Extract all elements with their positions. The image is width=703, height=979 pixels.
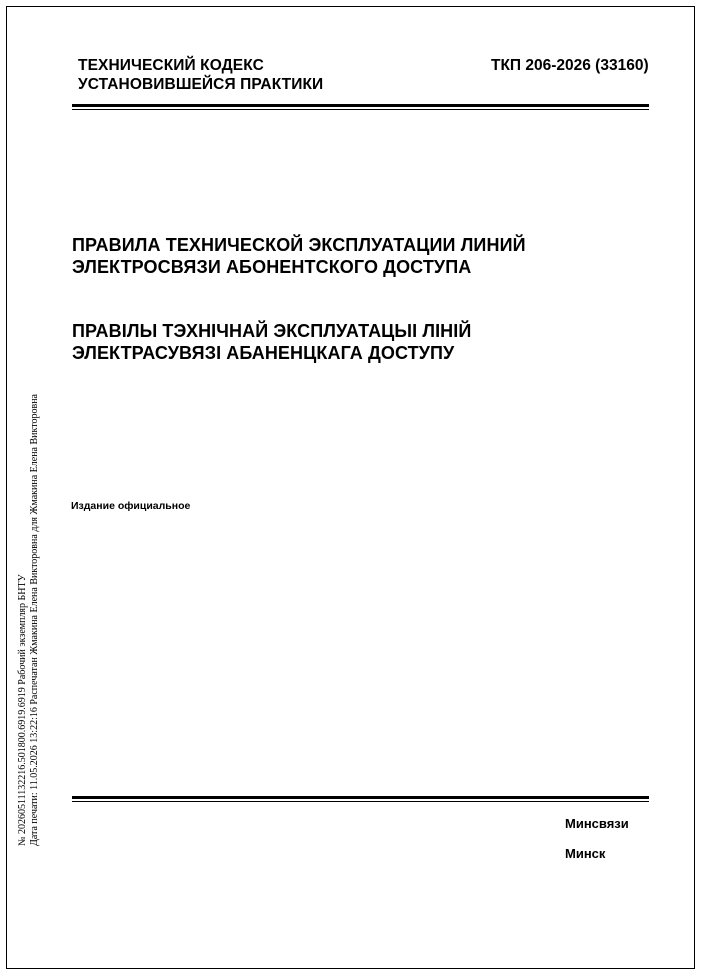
publication-city: Минск <box>565 846 606 861</box>
footer-rule-thick <box>72 796 649 799</box>
header-rule-thin <box>72 109 649 110</box>
publisher-organization: Минсвязи <box>565 816 629 831</box>
print-stamp-line-2: Дата печати: 11.05.2026 13:22:16 Распечатан Жмакина Елена Викторовна для Жмакина Елена Викторовна <box>28 394 40 846</box>
document-type-line-1: ТЕХНИЧЕСКИЙ КОДЕКС <box>78 57 264 74</box>
edition-label: Издание официальное <box>71 500 191 512</box>
title-belarusian-line-1: ПРАВІЛЫ ТЭХНІЧНАЙ ЭКСПЛУАТАЦЫІ ЛІНІЙ <box>72 321 472 341</box>
footer-rule-thin <box>72 801 649 802</box>
title-russian-line-1: ПРАВИЛА ТЕХНИЧЕСКОЙ ЭКСПЛУАТАЦИИ ЛИНИЙ <box>72 235 526 255</box>
document-type-line-2: УСТАНОВИВШЕЙСЯ ПРАКТИКИ <box>78 76 324 93</box>
title-russian <box>72 234 526 278</box>
title-belarusian <box>72 320 471 364</box>
document-type-heading <box>78 56 323 94</box>
print-stamp <box>17 394 40 846</box>
title-belarusian-line-2: ЭЛЕКТРАСУВЯЗІ АБАНЕНЦКАГА ДОСТУПУ <box>72 343 455 363</box>
header-rule-thick <box>72 104 649 107</box>
print-stamp-line-1: № 20260511132216.501800.6919.6919 Рабочий экземпляр БНТУ <box>17 574 28 846</box>
title-russian-line-2: ЭЛЕКТРОСВЯЗИ АБОНЕНТСКОГО ДОСТУПА <box>72 257 472 277</box>
document-number: ТКП 206-2026 (33160) <box>491 57 649 74</box>
